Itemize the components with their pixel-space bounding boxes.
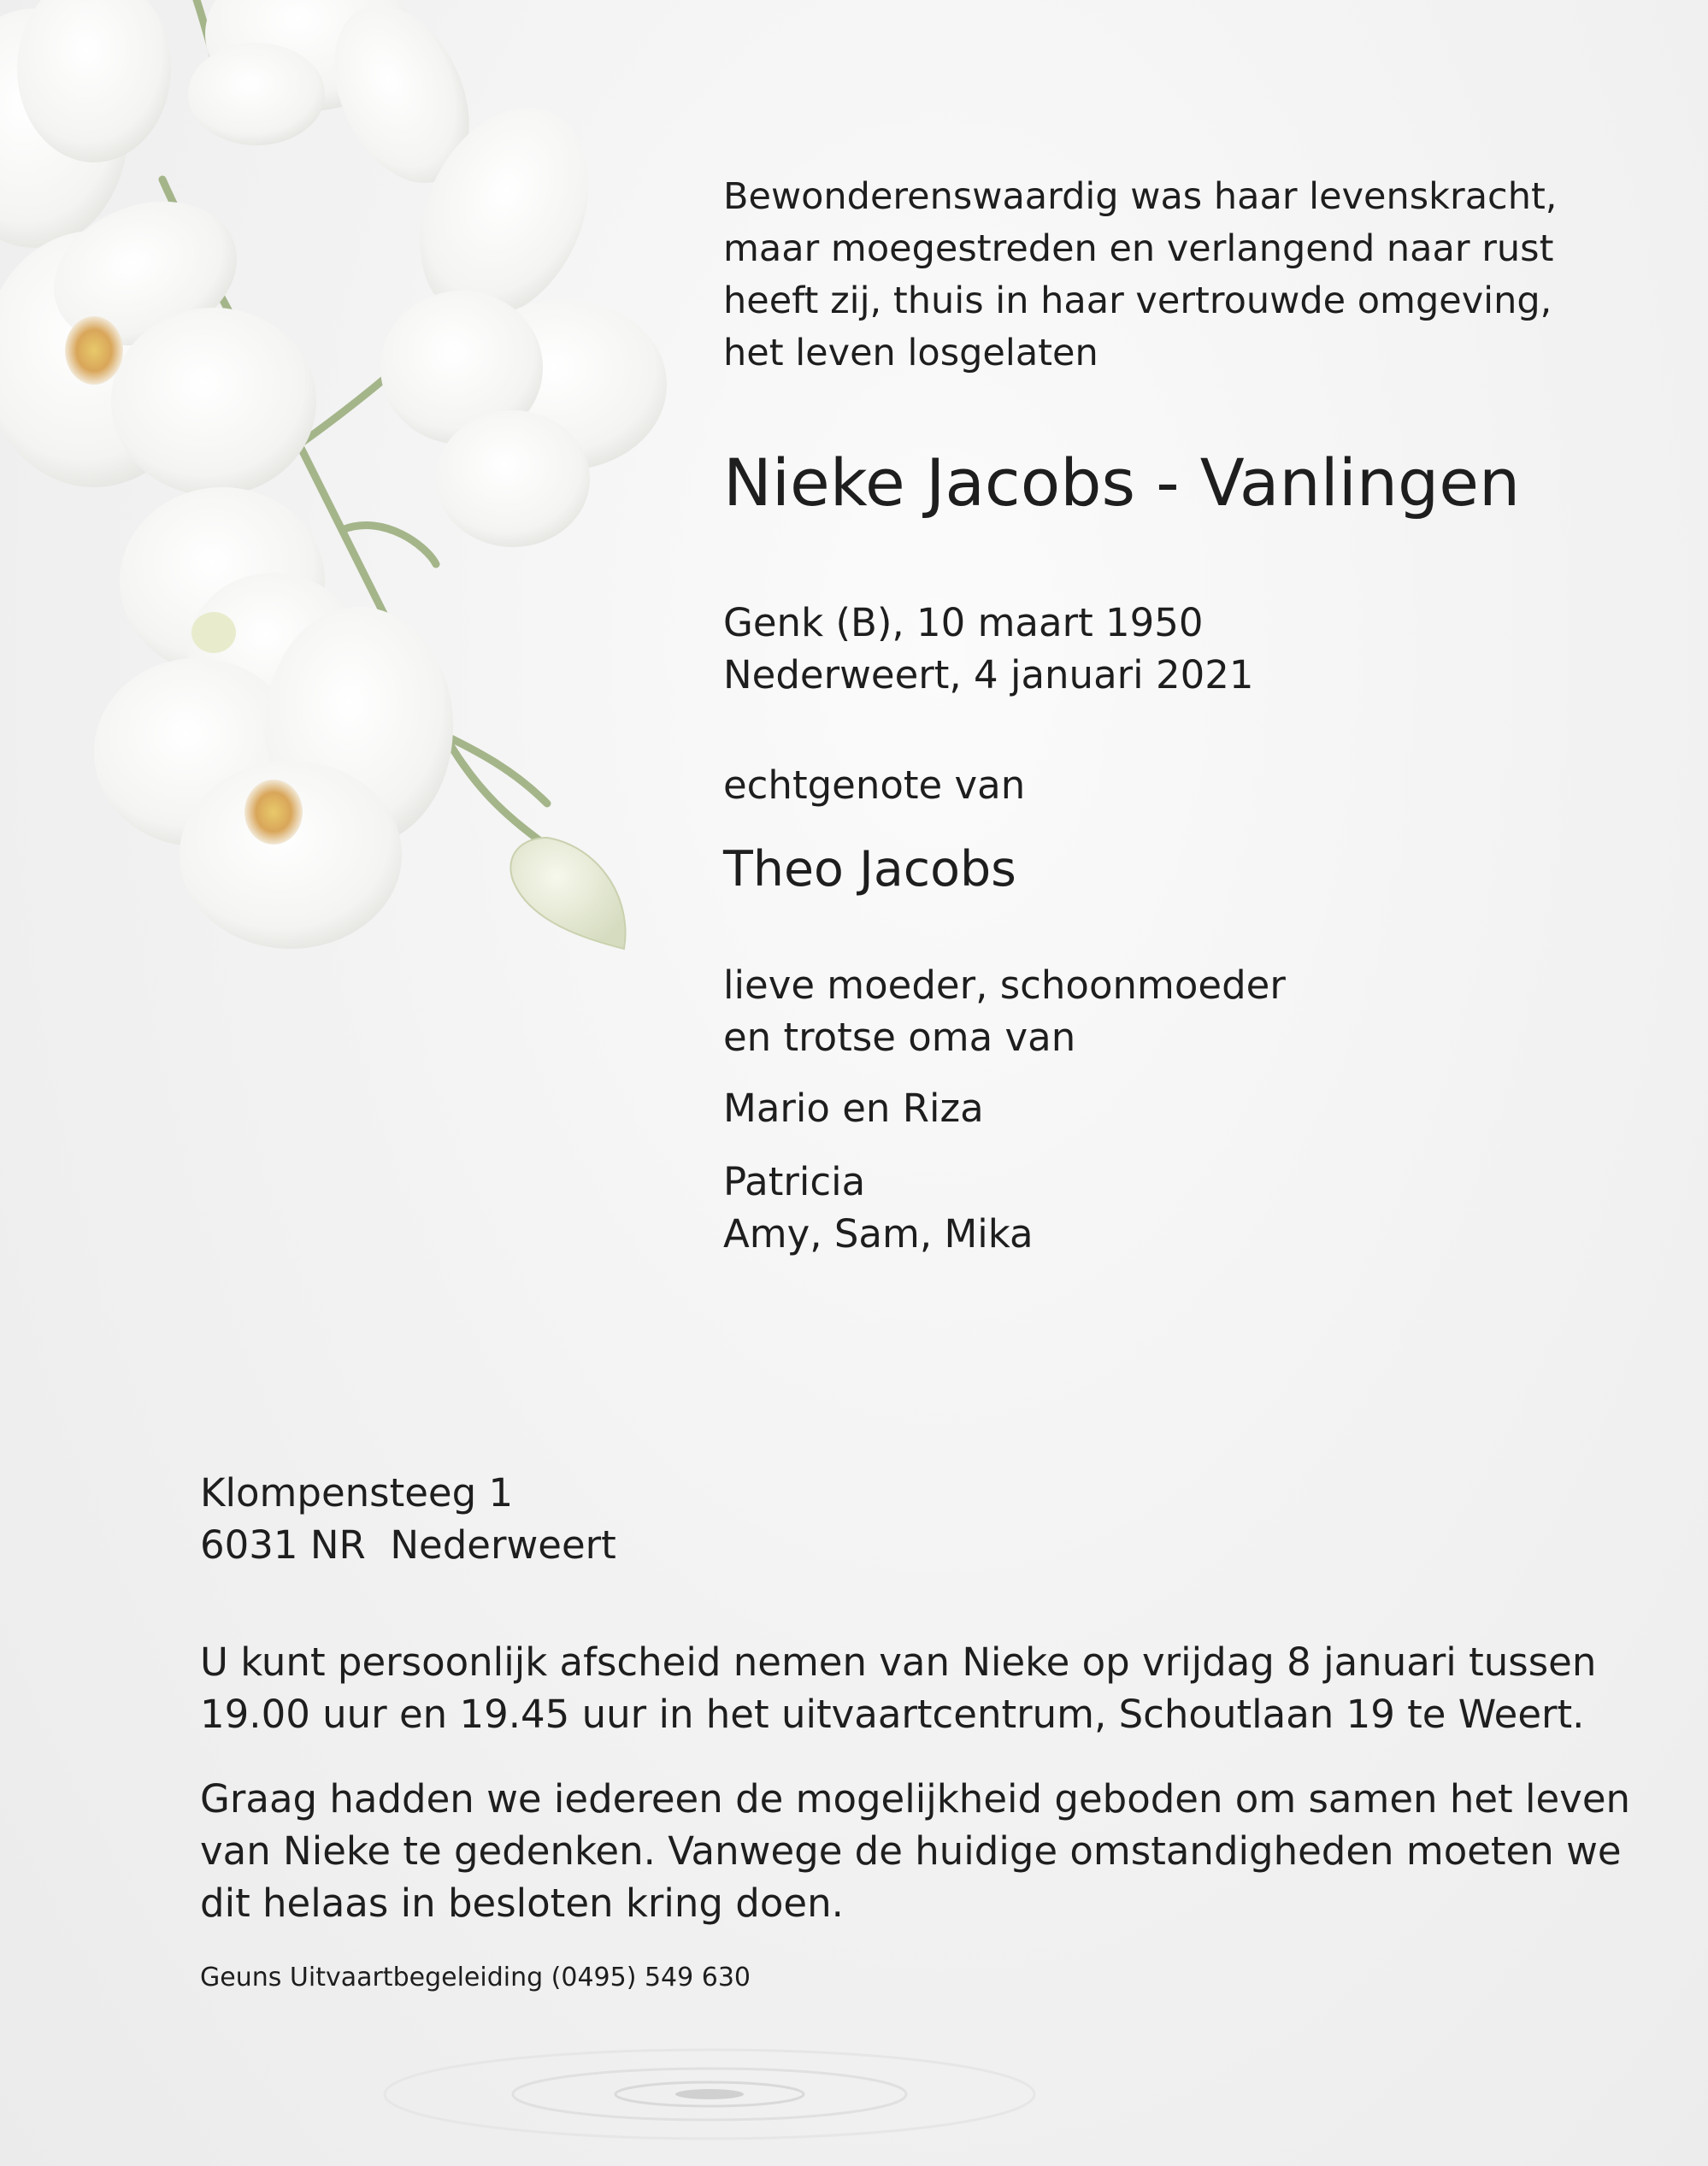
correspondence-address: Klompensteeg 1 6031 NR Nederweert [200,1470,616,1568]
farewell-info: U kunt persoonlijk afscheid nemen van Nieke op vrijdag 8 januari tussen 19.00 uur en 19.45 uur in het uitvaartcentrum, Schoutlaan 19 te Weert. [200,1639,1597,1737]
orchid-bud [510,838,625,949]
poem-text: Bewonderenswaardig was haar levenskracht, maar moegestreden en verlangend naar rust heeft zij, thuis in haar vertrouwde omgeving, het leven losgelaten [723,175,1558,374]
birth-death-dates: Genk (B), 10 maart 1950 Nederweert, 4 januari 2021 [723,600,1254,697]
children-family-2: Patricia Amy, Sam, Mika [723,1159,1034,1257]
children-family-1: Mario en Riza [723,1086,984,1131]
family-intro: lieve moeder, schoonmoeder en trotse oma van [723,962,1286,1060]
undertaker-credit: Geuns Uitvaartbegeleiding (0495) 549 630 [200,1963,751,1992]
deceased-name: Nieke Jacobs - Vanlingen [723,444,1521,521]
spouse-intro: echtgenote van [723,762,1026,808]
memorial-info: Graag hadden we iedereen de mogelijkheid geboden om samen het leven van Nieke te gedenken. Vanwege de huidige omstandigheden moeten we dit helaas in besloten kring doen. [200,1776,1631,1926]
water-ripple [0,1923,1708,2166]
orchid-illustration [0,0,684,974]
spouse-name: Theo Jacobs [723,841,1016,898]
